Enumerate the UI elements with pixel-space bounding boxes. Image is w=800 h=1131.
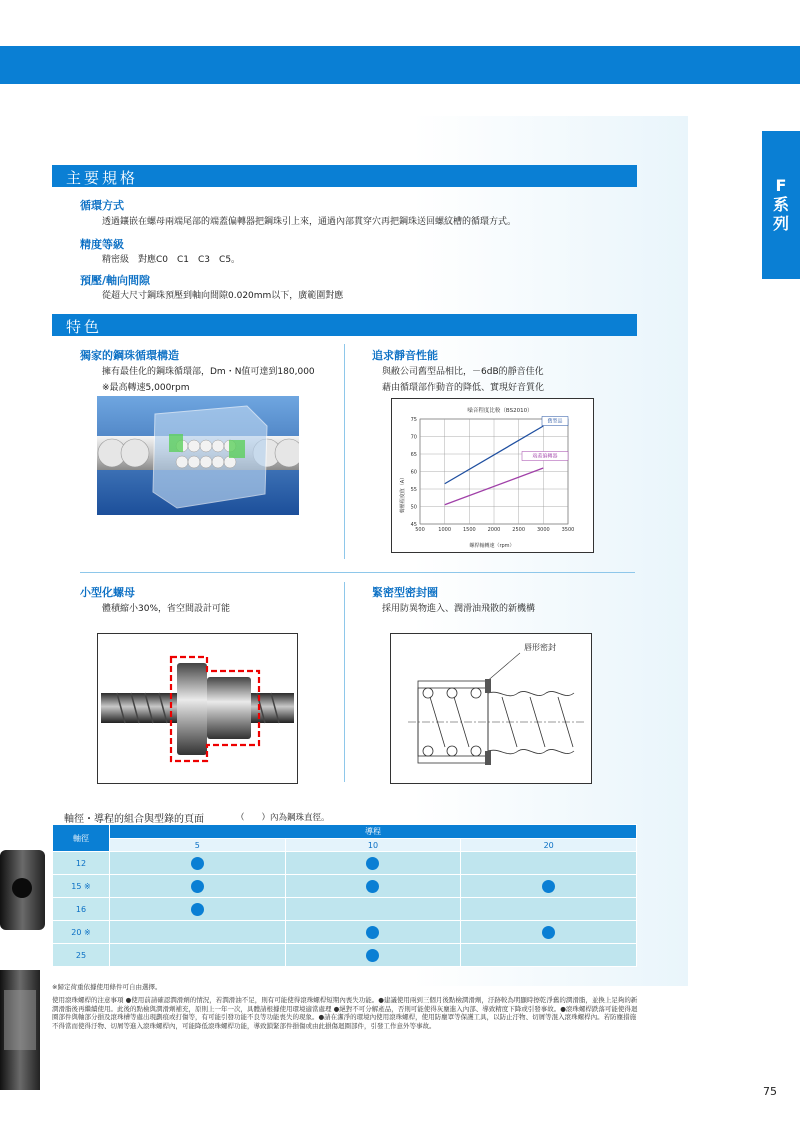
chart-y-tick-label: 60: [410, 469, 417, 476]
spec-text-3: 從超大尺寸鋼珠預壓到軸向間隙0.020mm以下，廣範圍對應: [102, 291, 344, 301]
feature-4-heading: 緊密型密封圈: [372, 586, 438, 599]
shaft-diameter-cell: 12: [53, 852, 110, 875]
table-header-lead: 導程: [110, 825, 637, 839]
table-cell: [110, 921, 286, 944]
availability-dot-icon: [366, 949, 379, 962]
shaft-diameter-cell: 20 ※: [53, 921, 110, 944]
spec-heading-1: 循環方式: [80, 199, 124, 212]
table-cell: [285, 944, 461, 967]
series-label-1: 系: [772, 195, 789, 214]
lead-5: 5: [110, 839, 286, 852]
feature-1-line-2: ※最高轉速5,000rpm: [102, 383, 190, 393]
chart-x-tick-label: 3500: [561, 527, 575, 533]
table-row: [53, 852, 637, 875]
noise-chart: [392, 399, 593, 552]
caution-text: 使用滾珠螺桿的注意事項 ●使用前請確認潤滑劑的情況，若潤滑油不足，則有可能使得滾珠螺桿短期內喪失功能。●建議使用兩到三個月後點檢潤滑劑，汙跡較為明顯時擦乾淨舊的潤滑脂，並換上足夠的新潤滑脂後再繼續使用。此後的點檢與潤滑劑補充，原則上一年一次，具體請根據使用環境適當處理 ●絕對不可分解產品，否則可能使得灰塵進入內部、導致精度下降或引發事故。●滾珠螺桿跌落可能使得迴圈部件與軸部分損及滾珠槽等處出現劃痕或打傷等，有可能引發功能不良等功能喪失的現象。●請在潔淨的環境內使用滾珠螺桿，使用防塵罩等保護工具，以防止汙物、切屑等混入滾珠螺桿內。若防塵措施不得當而使得汙物、切屑等進入滾珠螺桿內，可能降低滾珠螺桿功能，導致鎖緊部件損傷或由此損傷迴圈部件，引發工作意外等事故。: [52, 996, 638, 1030]
feature-2-line-1: 與敝公司舊型品相比，－6dB的靜音佳化: [382, 367, 544, 377]
features-section-bar: [52, 314, 637, 336]
chart-x-tick-label: 1000: [438, 527, 452, 533]
chart-legend-label: 端蓋偏轉器: [532, 453, 558, 460]
table-cell: [461, 921, 637, 944]
ball-screw-edge-photo: [0, 820, 60, 1090]
chart-title: 噪音程度比較（BS2010）: [467, 408, 533, 414]
feature-4-line-1: 採用防異物進入、潤滑油飛散的新機構: [382, 604, 536, 614]
seal-label: 唇形密封: [524, 643, 556, 652]
chart-y-tick-label: 75: [410, 417, 417, 423]
table-cell: [285, 898, 461, 921]
chart-x-tick-label: 2500: [512, 527, 526, 533]
chart-y-label: 聲壓程度值（A）: [400, 474, 406, 514]
chart-x-tick-label: 500: [415, 527, 425, 533]
series-label-2: 列: [772, 214, 789, 233]
chart-x-label: 螺桿軸轉速（rpm）: [469, 543, 515, 549]
shaft-lead-table: [52, 824, 637, 967]
chart-y-tick-label: 55: [410, 487, 417, 493]
feature-3-heading: 小型化螺母: [80, 586, 135, 599]
availability-dot-icon: [366, 926, 379, 939]
shaft-diameter-cell: 15 ※: [53, 875, 110, 898]
spec-text-2: 精密級 對應C0 C1 C3 C5。: [102, 255, 241, 265]
lead-20: 20: [461, 839, 637, 852]
table-row: [53, 921, 637, 944]
chart-y-tick-label: 45: [410, 522, 417, 528]
table-cell: [110, 944, 286, 967]
divider-vertical-1: [344, 344, 345, 559]
table-cell: [461, 852, 637, 875]
chart-y-tick-label: 50: [410, 504, 417, 511]
series-tab: [762, 131, 800, 279]
feature-1-line-1: 擁有最佳化的鋼珠循環部，Dm・N值可達到180,000: [102, 367, 315, 377]
header-band: [0, 46, 800, 84]
lead-10: 10: [285, 839, 461, 852]
table-cell: [110, 852, 286, 875]
ball-circulation-image: [97, 396, 299, 515]
table-cell: [461, 944, 637, 967]
series-letter: F: [775, 176, 787, 195]
compact-nut-image: [97, 633, 298, 784]
table-cell: [285, 875, 461, 898]
spec-heading-3: 預壓/軸向間隙: [80, 274, 151, 287]
spec-heading-2: 精度等級: [80, 238, 124, 251]
chart-x-tick-label: 1500: [462, 527, 476, 533]
chart-y-tick-label: 65: [410, 452, 417, 458]
table-row: [53, 875, 637, 898]
table-cell: [461, 898, 637, 921]
availability-dot-icon: [191, 880, 204, 893]
feature-2-heading: 追求靜音性能: [372, 349, 438, 362]
table-cell: [461, 875, 637, 898]
seal-diagram: [390, 633, 592, 784]
availability-dot-icon: [366, 880, 379, 893]
chart-x-tick-label: 3000: [536, 527, 550, 533]
table-cell: [285, 852, 461, 875]
table-cell: [110, 875, 286, 898]
table-row: [53, 898, 637, 921]
table-caption: 軸徑・導程的組合與型錄的頁面: [64, 814, 204, 825]
spec-section-bar: [52, 165, 637, 187]
chart-legend-label: 舊型品: [547, 418, 563, 425]
availability-dot-icon: [191, 903, 204, 916]
spec-section-title: 主要規格: [66, 169, 139, 187]
page-number: 75: [763, 1085, 777, 1098]
table-cell: [285, 921, 461, 944]
feature-3-line-1: 體積縮小30%，省空間設計可能: [102, 604, 231, 614]
spec-text-1: 透過鑲嵌在螺母兩端尾部的端蓋偏轉器把鋼珠引上來，通過內部貫穿穴再把鋼珠送回螺紋槽的循環方式。: [102, 217, 517, 227]
shaft-diameter-cell: 16: [53, 898, 110, 921]
table-cell: [110, 898, 286, 921]
divider-horizontal: [80, 572, 635, 573]
availability-dot-icon: [542, 880, 555, 893]
table-footnote: ※歸定荷重依據使用條件可自由選擇。: [52, 983, 162, 991]
table-header-shaft: 軸徑: [53, 825, 110, 852]
availability-dot-icon: [366, 857, 379, 870]
table-caption-note: （ ）內為鋼珠直徑。: [236, 813, 330, 823]
chart-x-tick-label: 2000: [487, 527, 501, 533]
divider-vertical-2: [344, 582, 345, 782]
feature-2-line-2: 藉由循環部作動音的降低、實現好音質化: [382, 383, 545, 393]
feature-1-heading: 獨家的鋼珠循環構造: [80, 349, 179, 362]
shaft-diameter-cell: 25: [53, 944, 110, 967]
noise-chart-frame: [391, 398, 594, 553]
features-section-title: 特色: [66, 318, 103, 336]
availability-dot-icon: [542, 926, 555, 939]
table-row: [53, 944, 637, 967]
chart-y-tick-label: 70: [410, 434, 417, 441]
availability-dot-icon: [191, 857, 204, 870]
